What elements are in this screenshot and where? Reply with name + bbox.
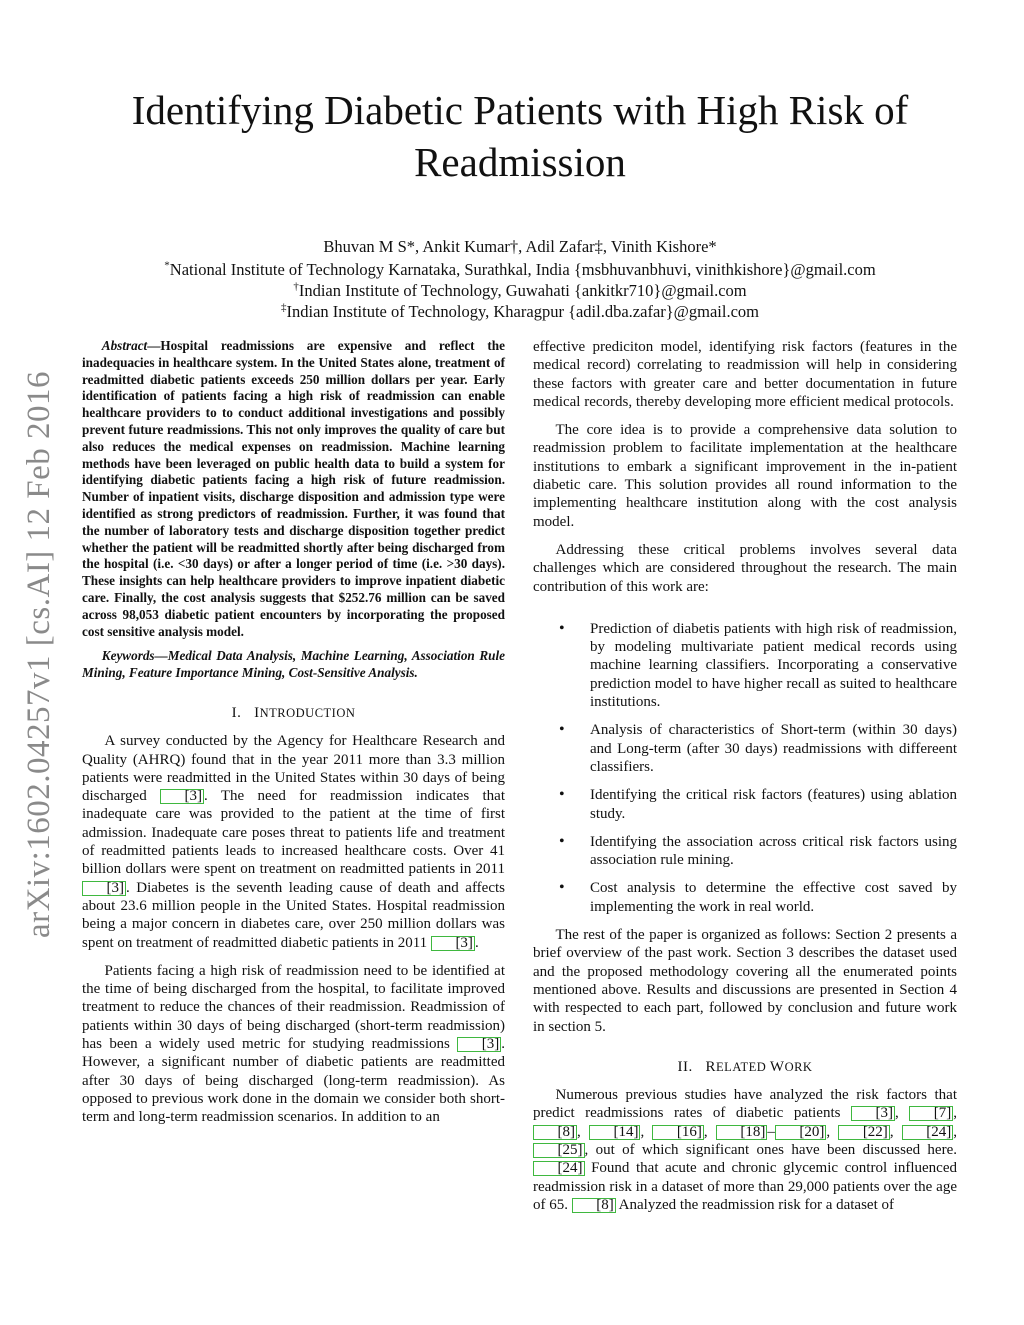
citation-link[interactable]: [14] bbox=[589, 1125, 641, 1140]
affiliation-2: †Indian Institute of Technology, Guwahati {ankitkr710}@gmail.com bbox=[293, 280, 747, 300]
citation-link[interactable]: [22] bbox=[838, 1125, 890, 1140]
citation-link[interactable]: [7] bbox=[909, 1106, 953, 1121]
arxiv-stamp bbox=[12, 364, 68, 944]
citation-link[interactable]: [8] bbox=[533, 1125, 577, 1140]
list-item: • Prediction of diabetis patients with high risk of readmission, by modeling multivariate patient medical records using machine learning classifiers. Incorporating a conservative prediction model to have higher recall as suited to healthcare institutions. bbox=[533, 620, 957, 711]
citation-link[interactable]: [3] bbox=[457, 1037, 501, 1052]
abstract-label: Abstract bbox=[101, 338, 148, 353]
right-paragraph-1: effective prediciton model, identifying risk factors (features in the medical record) correlating to readmission will help in considering these factors with greater care and better documentation in future medical records, thereby developing more efficient medical protocols. bbox=[533, 339, 957, 410]
citation-link[interactable]: [3] bbox=[160, 789, 204, 804]
keywords: Keywords—Medical Data Analysis, Machine Learning, Association Rule Mining, Feature Importance Mining, Cost-Sensitive Analysis. bbox=[82, 648, 505, 681]
abstract bbox=[82, 338, 505, 640]
right-paragraph-3: Addressing these critical problems involves several data challenges which are considered throughout the research. The main contribution of this work are: bbox=[533, 541, 957, 595]
right-paragraph-4: The rest of the paper is organized as follows: Section 2 presents a brief overview of the past work. Section 3 describes the dataset used and the proposed methodology covering all the enumerated points mentioned above. Results and discussions are presented in Section 4 with respected to each part, followed by conclusion and future work in section 5. bbox=[533, 927, 957, 1035]
affiliation-1: *National Institute of Technology Karnataka, Surathkal, India {msbhuvanbhuvi, vinithkishore}@gmail.com bbox=[164, 259, 876, 279]
paper-title: Identifying Diabetic Patients with High Risk of Readmission bbox=[131, 87, 909, 185]
contribution-list bbox=[533, 620, 957, 916]
list-item: • Identifying the critical risk factors (features) using ablation study. bbox=[533, 786, 957, 823]
author-names: Bhuvan M S*, Ankit Kumar†, Adil Zafar‡, Vinith Kishore* bbox=[323, 237, 717, 256]
citation-link[interactable]: [24] bbox=[902, 1125, 954, 1140]
citation-link[interactable]: [3] bbox=[431, 936, 475, 951]
left-column bbox=[82, 338, 505, 1126]
citation-link[interactable]: [3] bbox=[851, 1106, 895, 1121]
list-item: • Cost analysis to determine the effective cost saved by implementing the work in real world. bbox=[533, 879, 957, 916]
right-column bbox=[533, 338, 957, 1214]
affiliation-3: ‡Indian Institute of Technology, Kharagpur {adil.dba.zafar}@gmail.com bbox=[281, 301, 759, 321]
intro-paragraph-1: A survey conducted by the Agency for Healthcare Research and Quality (AHRQ) found that in the year 2011 more than 3.3 million patients were readmitted in the United States within 30 days of being discharged [3] . The need for readmission indicates that inadequate care was provided to the patient at the time of first admission. Inadequate care poses threat to patients life and treatment of readmitted patients leads to increased healthcare costs. Over 41 billion dollars were spent on treatment on readmitted patients in 2011 [3] . Diabetes is the seventh leading cause of death and affects about 23.6 million people in the United States. Hospital readmission being a major concern in diabetes care, over 250 million dollars was spent on treatment of readmitted diabetic patients in 2011 [3] . bbox=[82, 733, 505, 951]
list-item: • Analysis of characteristics of Short-term (within 30 days) and Long-term (after 30 days) readmissions with differeent classifiers. bbox=[533, 721, 957, 776]
right-paragraph-2: The core idea is to provide a comprehensive data solution to readmission problem to facilitate implementation at the healthcare institutions to embark a significant improvement in the in-patient diabetic care. This solution provides all round information to the implementing healthcare institution along with the cost analysis model. bbox=[533, 422, 957, 530]
section-heading-introduction: I. INTRODUCTION bbox=[231, 704, 356, 721]
section-heading-related-work: II. RELATED WORK bbox=[677, 1058, 813, 1075]
abstract-text: —Hospital readmissions are expensive and reflect the inadequacies in healthcare system. In the United States alone, treatment of readmitted diabetic patients exceeds 250 million dollars per year. Early identification of patients facing a high risk of readmission can enable healthcare providers to to conduct additional investigations and possibly prevent future readmissions. This not only improves the quality of care but also reduces the medical expenses on readmission. Machine learning methods have been leveraged on public health data to build a system for identifying diabetic patients facing a high risk of future readmission. Number of inpatient visits, discharge disposition and admission type were identified as strong predictors of readmission. Further, it was found that the number of laboratory tests and discharge disposition together predict whether the patient will be readmitted shortly after being discharged from the hospital (i.e. <30 days) or after a longer period of time (i.e. >30 days). These insights can help healthcare providers to improve inpatient diabetic care. Finally, the cost analysis suggests that $252.76 million can be saved across 98,053 diabetic patient encounters by incorporating the proposed cost sensitive analysis model. bbox=[82, 338, 505, 639]
arxiv-stamp-text: arXiv:1602.04257v1 [cs.AI] 12 Feb 2016 bbox=[21, 370, 58, 938]
citation-link[interactable]: [3] bbox=[82, 881, 126, 896]
citation-link[interactable]: [18] bbox=[716, 1125, 768, 1140]
citation-link[interactable]: [8] bbox=[572, 1198, 616, 1213]
citation-link[interactable]: [24] bbox=[533, 1161, 585, 1176]
intro-paragraph-2: Patients facing a high risk of readmission need to be identified at the time of being discharged from the hospital, to facilitate improved treatment to reduce the chances of their readmission. Readmission of patients within 30 days of being discharged (short-term readmission) has been a widely used metric for studying readmissions [3] . However, a significant number of diabetic patients are readmitted after 30 days of being discharged (long-term readmission). As opposed to previous work done in the domain we consider both short-term and long-term readmission scenarios. In addition to an bbox=[82, 962, 505, 1126]
related-work-paragraph: Numerous previous studies have analyzed the risk factors that predict readmissions rates of diabetic patients [3] , [7] , [8] , [14] , [16] , [18] – [20] , [22] , [24] , [25] , out of which significant ones have been discussed here. [24] Found that acute and chronic glycemic control influenced readmission risk in a dataset of more than 29,000 patients over the age of 65. [8] Analyzed the readmission risk for a dataset of bbox=[533, 1087, 958, 1213]
author-block bbox=[100, 236, 940, 322]
citation-link[interactable]: [25] bbox=[533, 1143, 585, 1158]
citation-link[interactable]: [20] bbox=[775, 1125, 827, 1140]
citation-link[interactable]: [16] bbox=[652, 1125, 704, 1140]
list-item: • Identifying the association across critical risk factors using association rule mining. bbox=[533, 833, 957, 870]
